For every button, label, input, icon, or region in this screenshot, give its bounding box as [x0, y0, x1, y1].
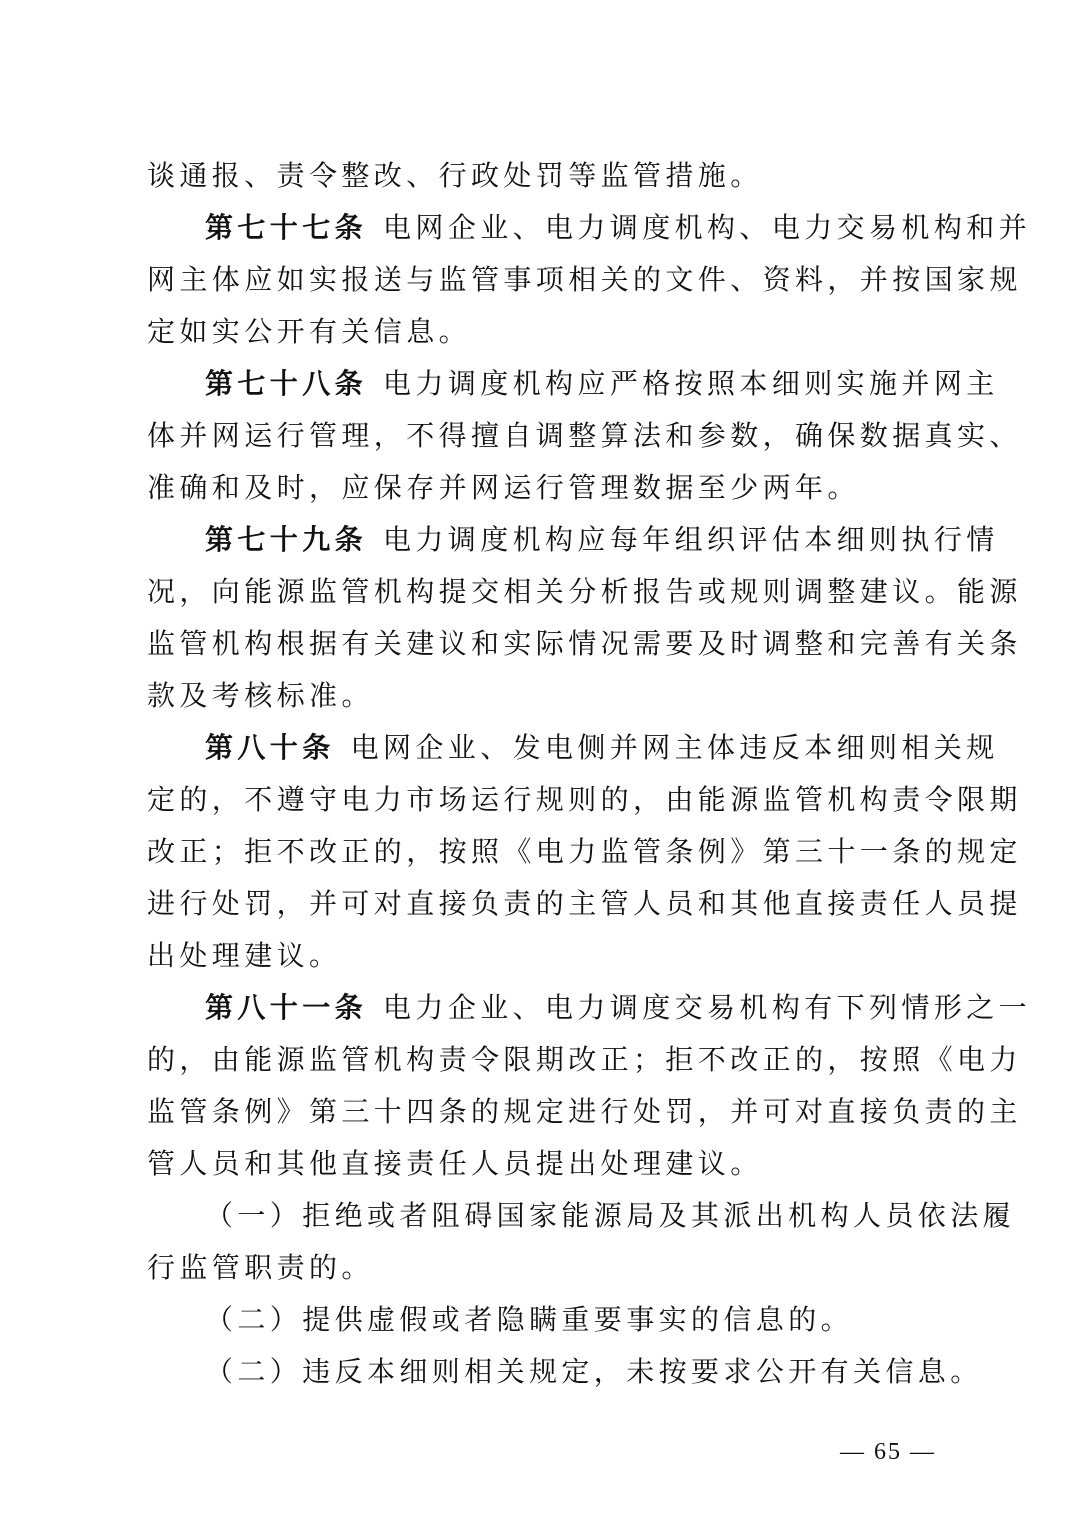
- text-line: 改正；拒不改正的，按照《电力监管条例》第三十一条的规定: [147, 835, 1022, 868]
- list-item-2-line: （二）提供虚假或者隐瞒重要事实的信息的。: [205, 1303, 854, 1336]
- text-line: 定的，不遵守电力市场运行规则的，由能源监管机构责令限期: [147, 783, 1022, 816]
- text-line: 监管机构根据有关建议和实际情况需要及时调整和完善有关条: [147, 627, 1022, 660]
- article-81-title: 第八十一条: [205, 991, 368, 1024]
- list-item-1-line: （一）拒绝或者阻碍国家能源局及其派出机构人员依法履: [205, 1199, 1016, 1232]
- text-line: 管人员和其他直接责任人员提出处理建议。: [147, 1147, 763, 1180]
- article-78-line: [147, 358, 999, 410]
- list-item-3-line: （二）违反本细则相关规定，未按要求公开有关信息。: [205, 1355, 983, 1388]
- text-line: 监管条例》第三十四条的规定进行处罚，并可对直接负责的主: [147, 1095, 1022, 1128]
- text-line: 网主体应如实报送与监管事项相关的文件、资料，并按国家规: [147, 263, 1022, 296]
- text-line: 进行处罚，并可对直接负责的主管人员和其他直接责任人员提: [147, 887, 1022, 920]
- text-line: 体并网运行管理，不得擅自调整算法和参数，确保数据真实、: [147, 419, 1022, 452]
- text-line: 电网企业、电力调度机构、电力交易机构和并: [383, 211, 1032, 244]
- text-line: 行监管职责的。: [147, 1251, 374, 1284]
- article-79-title: 第七十九条: [205, 523, 368, 556]
- text-line: 电力企业、电力调度交易机构有下列情形之一: [383, 991, 1032, 1024]
- text-line: 况，向能源监管机构提交相关分析报告或规则调整建议。能源: [147, 575, 1022, 608]
- text-line: 准确和及时，应保存并网运行管理数据至少两年。: [147, 471, 860, 504]
- page-number: — 65 —: [840, 1439, 936, 1465]
- article-78-title: 第七十八条: [205, 367, 368, 400]
- text-line: 电网企业、发电侧并网主体违反本细则相关规: [350, 731, 999, 764]
- article-79-line: [147, 514, 999, 566]
- text-line: 款及考核标准。: [147, 679, 374, 712]
- article-80-line: [147, 722, 999, 774]
- text-line: 谈通报、责令整改、行政处罚等监管措施。: [147, 159, 763, 192]
- article-77-line: [147, 202, 1032, 254]
- text-line: 电力调度机构应每年组织评估本细则执行情: [383, 523, 999, 556]
- document-page: [147, 150, 1032, 1398]
- text-line: 电力调度机构应严格按照本细则实施并网主: [383, 367, 999, 400]
- text-line: 出处理建议。: [147, 939, 342, 972]
- article-77-title: 第七十七条: [205, 211, 368, 244]
- article-81-line: [147, 982, 1032, 1034]
- text-line: 的，由能源监管机构责令限期改正；拒不改正的，按照《电力: [147, 1043, 1022, 1076]
- text-line: 定如实公开有关信息。: [147, 315, 472, 348]
- article-80-title: 第八十条: [205, 731, 335, 764]
